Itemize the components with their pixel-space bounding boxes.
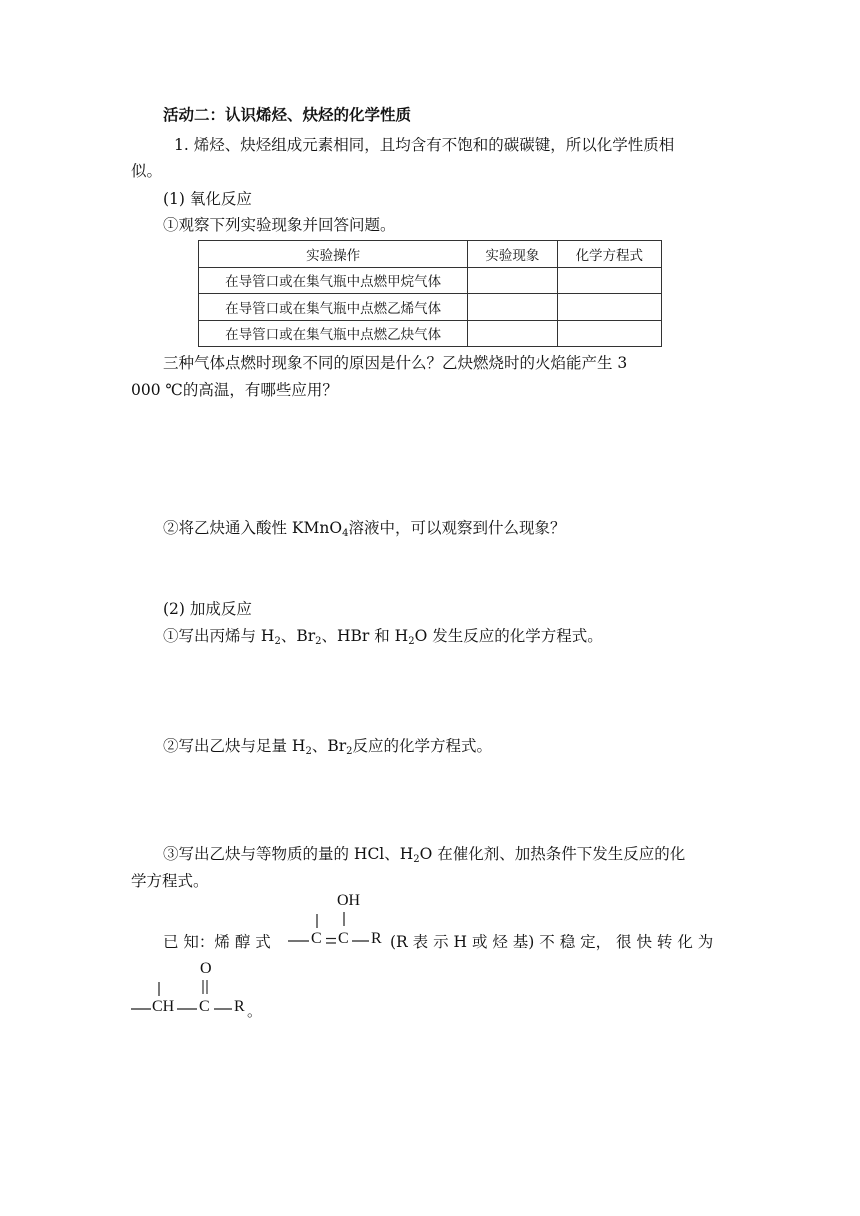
experiment-table [198,240,662,347]
keto-c-label: C [199,998,210,1015]
enol-oh-label: OH [337,892,361,909]
question-4: ②写出乙炔与足量 $H_2$、$Br_2$反应的化学方程式。 [163,737,493,757]
keto-o-label: O [200,960,212,977]
cell-operation: 在导管口或在集气瓶中点燃甲烷气体 [199,267,468,294]
question-5-line-2: 学方程式。 [131,872,209,890]
question-5-line-1: ③写出乙炔与等物质的量的 HCl、$H_2O$ 在催化剂、加热条件下发生反应的化 [163,845,686,865]
header-phenomenon: 实验现象 [468,241,557,268]
cell-equation [557,294,661,321]
cell-phenomenon [468,294,557,321]
enol-structure [283,890,388,960]
table-row [199,267,662,294]
paragraph-1-line-1: 1. 烯烃、炔烃组成元素相同，且均含有不饱和的碳碳键，所以化学性质相 [174,136,675,154]
table-header-row [199,241,662,268]
cell-operation: 在导管口或在集气瓶中点燃乙烯气体 [199,294,468,321]
table-row [199,294,662,321]
known-text-post: (R 表 示 H 或 烃 基) 不 稳 定， 很 快 转 化 为 [390,933,714,951]
keto-structure [131,958,261,1024]
keto-ch-label: CH [152,998,175,1015]
question-2: ②将乙炔通入酸性 KMnO$_4$溶液中，可以观察到什么现象？ [163,519,566,539]
keto-period: 。 [247,1002,263,1020]
cell-equation [557,320,661,347]
enol-bonds [283,890,388,960]
enol-c1-label: C [311,930,322,947]
cell-phenomenon [468,267,557,294]
header-operation: 实验操作 [199,241,468,268]
subheading-oxidation: (1) 氧化反应 [163,190,252,208]
paragraph-1-line-2: 似。 [131,162,163,180]
question-1: ①观察下列实验现象并回答问题。 [163,216,396,234]
enol-c2-label: C [338,930,349,947]
cell-operation: 在导管口或在集气瓶中点燃乙炔气体 [199,320,468,347]
cell-phenomenon [468,320,557,347]
subheading-addition: (2) 加成反应 [163,600,252,618]
known-text-pre: 已 知：烯 醇 式 [163,933,271,951]
section-title: 活动二：认识烯烃、炔烃的化学性质 [163,105,412,124]
question-3: ①写出丙烯与 $H_2$、$Br_2$、HBr 和 $H_2O$ 发生反应的化学方程式。 [163,627,603,647]
cell-equation [557,267,661,294]
header-equation: 化学方程式 [557,241,661,268]
question-1b-line-2: 000 ℃的高温，有哪些应用？ [131,381,338,399]
table-row [199,320,662,347]
keto-r-label: R [234,998,245,1015]
enol-r-label: R [371,930,382,947]
question-1b-line-1: 三种气体点燃时现象不同的原因是什么？乙炔燃烧时的火焰能产生 3 [163,354,628,372]
